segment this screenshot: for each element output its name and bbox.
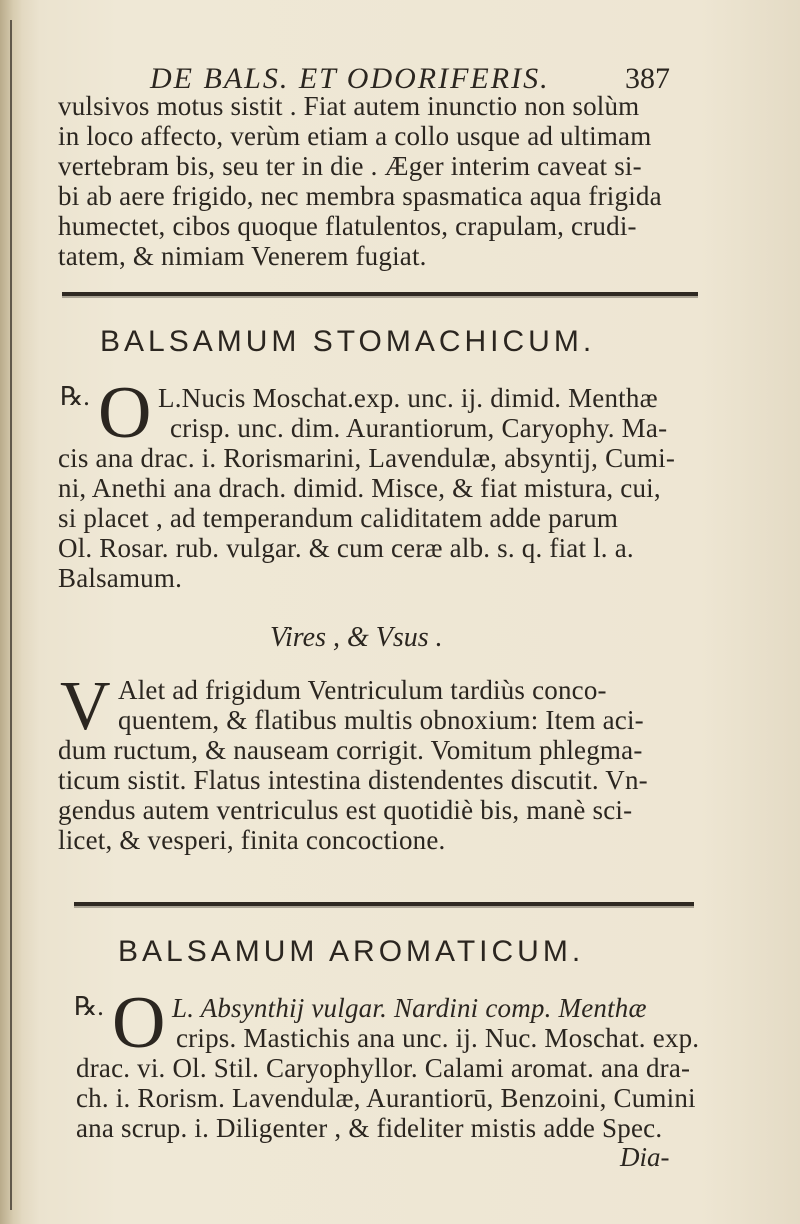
text-line: licet, & vesperi, finita concoctione. xyxy=(58,825,446,855)
section-divider xyxy=(74,902,694,906)
text-line: Ol. Rosar. rub. vulgar. & cum ceræ alb. s. q. fiat l. a. xyxy=(58,533,634,563)
binding-edge xyxy=(10,20,12,1210)
text-line: Balsamum. xyxy=(58,563,183,593)
text-line: vulsivos motus sistit . Fiat autem inunctio non solùm xyxy=(58,91,640,121)
recipe-symbol: ℞. xyxy=(60,382,90,411)
text-line: drac. vi. Ol. Stil. Caryophyllor. Calami aromat. ana dra- xyxy=(76,1053,691,1083)
recipe-symbol: ℞. xyxy=(74,992,104,1021)
drop-cap: O xyxy=(98,372,152,454)
section-heading: BALSAMUM AROMATICUM. xyxy=(118,935,585,968)
text-line: ch. i. Rorism. Lavendulæ, Aurantiorū, Benzoini, Cumini xyxy=(76,1083,696,1113)
text-line: dum ructum, & nauseam corrigit. Vomitum phlegma- xyxy=(58,735,643,765)
subheading: Vires , & Vsus . xyxy=(270,622,443,653)
text-line: ticum sistit. Flatus intestina distendentes discutit. Vn- xyxy=(58,765,648,795)
drop-cap: V xyxy=(60,668,111,745)
page-number: 387 xyxy=(625,62,670,95)
text-line: vertebram bis, seu ter in die . Æger interim caveat si- xyxy=(58,151,642,181)
text-line: ana scrup. i. Diligenter , & fideliter mistis adde Spec. xyxy=(76,1113,663,1143)
text-line: quentem, & flatibus multis obnoxium: Item aci- xyxy=(118,705,644,735)
section-heading: BALSAMUM STOMACHICUM. xyxy=(100,325,596,358)
text-line: L. Absynthij vulgar. Nardini comp. Menthæ xyxy=(172,993,647,1023)
text-line: gendus autem ventriculus est quotidiè bis, manè sci- xyxy=(58,795,633,825)
text-line: ni, Anethi ana drach. dimid. Misce, & fiat mistura, cui, xyxy=(58,473,661,503)
catchword: Dia- xyxy=(620,1142,670,1172)
text-line: Alet ad frigidum Ventriculum tardiùs conco- xyxy=(118,675,607,705)
drop-cap: O xyxy=(112,982,166,1064)
text-line: tatem, & nimiam Venerem fugiat. xyxy=(58,241,427,271)
text-line: cis ana drac. i. Rorismarini, Lavendulæ, absyntij, Cumi- xyxy=(58,443,676,473)
text-line: si placet , ad temperandum caliditatem adde parum xyxy=(58,503,619,533)
text-line: crisp. unc. dim. Aurantiorum, Caryophy. Ma- xyxy=(170,413,668,443)
section-divider xyxy=(62,292,698,296)
text-line: crips. Mastichis ana unc. ij. Nuc. Moschat. exp. xyxy=(176,1023,700,1053)
running-head-title: DE BALS. ET ODORIFERIS. xyxy=(150,62,550,95)
text-line: bi ab aere frigido, nec membra spasmatica aqua frigida xyxy=(58,181,662,211)
text-line: humectet, cibos quoque flatulentos, crapulam, crudi- xyxy=(58,211,637,241)
text-line: in loco affecto, verùm etiam a collo usque ad ultimam xyxy=(58,121,652,151)
text-line: L.Nucis Moschat.exp. unc. ij. dimid. Menthæ xyxy=(158,383,658,413)
